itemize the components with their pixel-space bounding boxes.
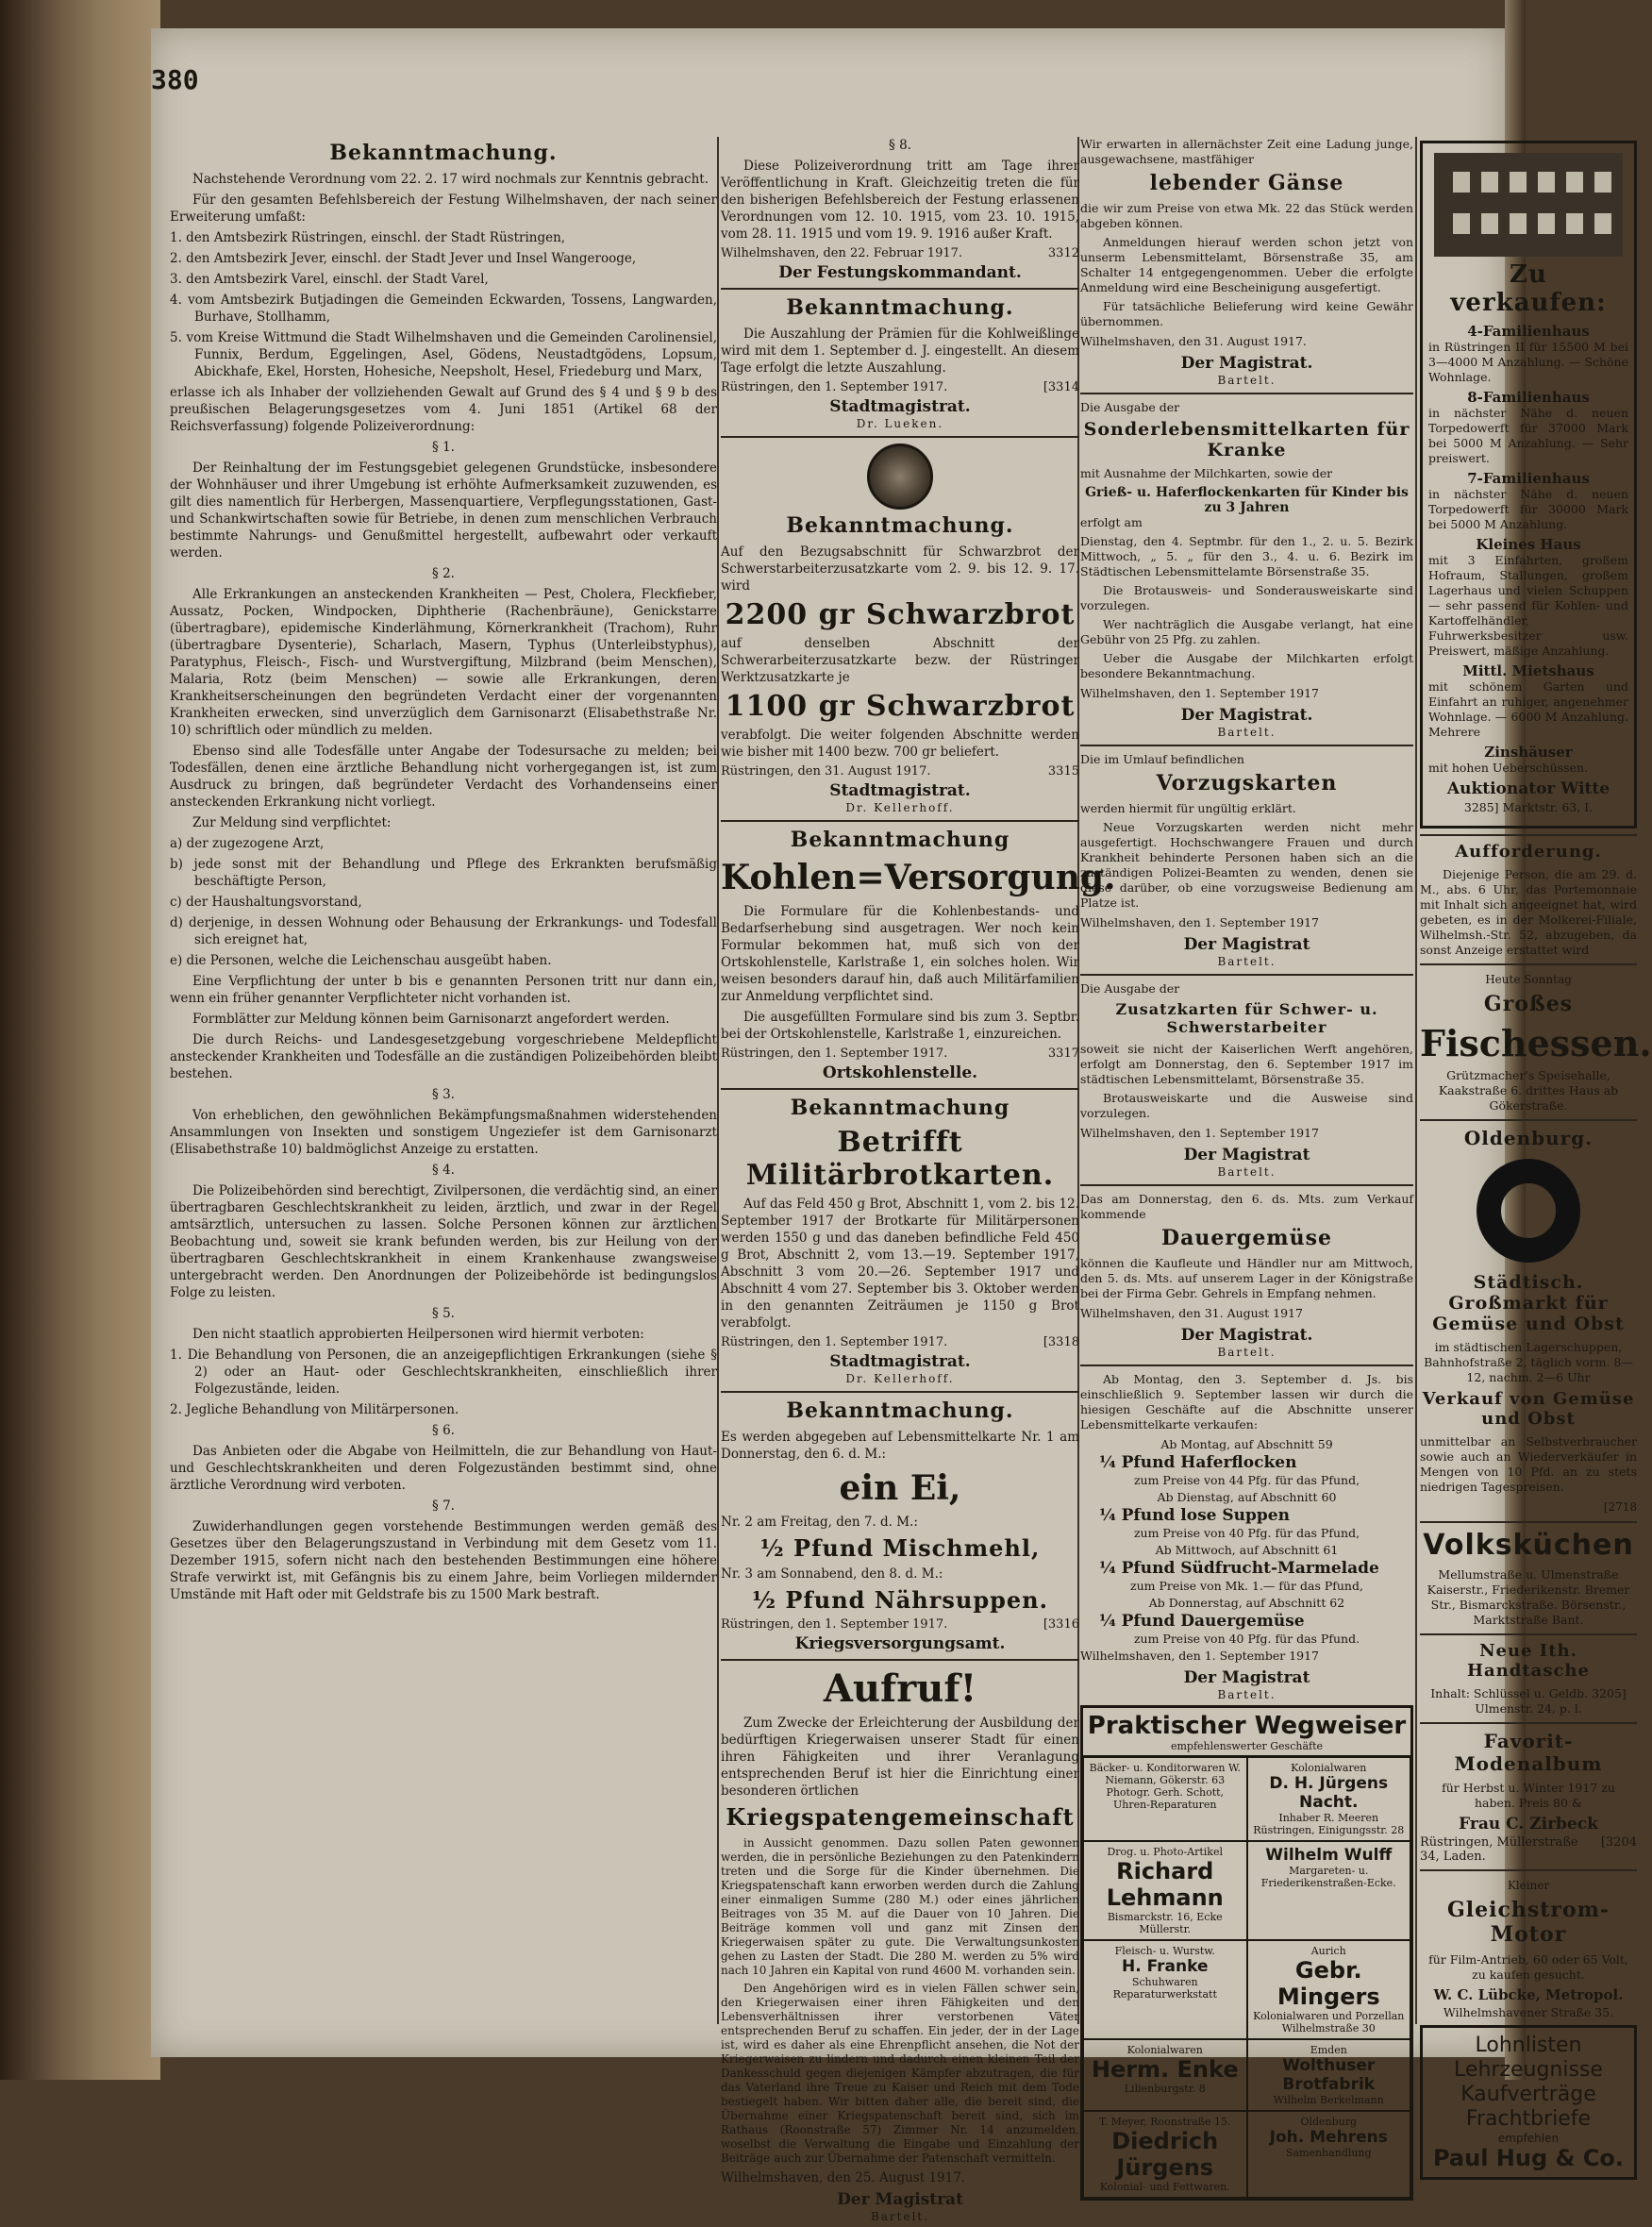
entry-name: H. Franke	[1122, 1957, 1209, 1976]
dateline	[721, 1335, 1079, 1349]
list-item: 4. vom Amtsbezirk Butjadingen die Gemeinden Eckwarden, Tossens, Langwarden, Burhave, Stollhamm,	[170, 293, 717, 325]
listing-text: mit schönem Garten und Einfahrt an ruhiger, angenehmer Wohnlage. — 6000 M Anzahlung. Mehrere	[1428, 679, 1628, 739]
date: Wilhelmshaven, den 1. September 1917	[1080, 686, 1320, 700]
headline: Städtisch. Großmarkt für Gemüse und Obst	[1432, 1272, 1625, 1334]
notice-text: unmittelbar an Selbstverbraucher sowie auch an Wiederverkäufer in Mengen von 10 Pfd. an zu stets niedrigen Tagespreisen.	[1420, 1434, 1637, 1494]
entry-line: Oldenburg	[1300, 2116, 1358, 2128]
item-title: ¼ Pfund Südfrucht-Marmelade	[1099, 1559, 1379, 1578]
entry-line: Aurich	[1310, 1945, 1346, 1957]
headline: Volksküchen	[1423, 1529, 1634, 1562]
headline: 1100 gr Schwarzbrot	[725, 690, 1076, 723]
entry-line: Drog. u. Photo-Artikel	[1107, 1846, 1223, 1858]
notice-text: Zuwiderhandlungen gegen vorstehende Bestimmungen werden gemäß des Gesetzes über den Belagerungszustand in Verbindung mit dem Gesetz vom 11. Dezember 1915, sofern nicht nach den bestehenden Bestimmungen eine höhere Strafe verwirkt ist, mit Gefängnis bis zu einem Jahre, beim Vorliegen mildernder Umstände mit Haft oder mit Geldstrafe bis zu 1500 Mark bestraft.	[170, 1519, 717, 1602]
dateline	[721, 380, 1079, 394]
entry-name: Richard Lehmann	[1106, 1858, 1224, 1911]
divider	[1420, 963, 1637, 965]
list-item	[1080, 1489, 1413, 1542]
notice-text: Die Brotausweis- und Sonderausweiskarte sind vorzulegen.	[1080, 583, 1413, 612]
page-number: 380	[151, 64, 199, 95]
headline: ein Ei,	[839, 1468, 961, 1508]
section-heading: § 6.	[432, 1423, 455, 1438]
signature: Stadtmagistrat.	[829, 781, 971, 800]
list-item: b) jede sonst mit der Behandlung und Pflege des Erkrankten berufsmäßig beschäftigte Person,	[170, 857, 717, 889]
entry-name: Diedrich Jürgens	[1111, 2128, 1219, 2181]
item-price: zum Preise von 40 Pfg. für das Pfund.	[1133, 1632, 1360, 1646]
entry-name: Herm. Enke	[1091, 2056, 1239, 2083]
list-item: 1. den Amtsbezirk Rüstringen, einschl. der Stadt Rüstringen,	[170, 230, 566, 245]
divider	[1080, 1184, 1413, 1186]
notice-text: Der Reinhaltung der im Festungsgebiet gelegenen Grundstücke, insbesondere der Wohnhäuser und ihrer Umgebung ist erhöhte Aufmerksamkeit zuzuwenden, es gilt dies namentlich für Herbergen, Massenquartiere, Verpflegungsstationen, Gast- und Schankwirtschaften sowie für Betriebe, in denen zum menschlichen Verbrauch bestimmte Nahrungs- und Genußmittel hergestellt, aufbewahrt oder verkauft werden.	[170, 460, 717, 561]
directory-entry	[1247, 1757, 1411, 1841]
headline: Neue Ith. Handtasche	[1467, 1641, 1590, 1681]
list-item: c) der Haushaltungsvorstand,	[170, 895, 362, 910]
address: Wilhelmshavener Straße 35.	[1443, 2005, 1614, 2019]
directory-grid	[1083, 1757, 1410, 2198]
directory-entry	[1247, 2111, 1411, 2198]
item-head: Ab Mittwoch, auf Abschnitt 61	[1155, 1543, 1339, 1557]
divider	[721, 1391, 1079, 1393]
divider	[1420, 1521, 1637, 1523]
listing-text: in nächster Nähe d. neuen Torpedowerft für 37000 Mark bei 5000 M Anzahlung. — Sehr preiswert.	[1428, 406, 1628, 465]
notice-title: Bekanntmachung	[790, 1096, 1010, 1120]
ad-number: [2718	[1603, 1500, 1637, 1514]
notice-text: Kleiner	[1507, 1879, 1550, 1892]
signature: Kriegsversorgungsamt.	[794, 1634, 1006, 1653]
directory-subtitle: empfehlenswerter Geschäfte	[1083, 1740, 1410, 1757]
notice-title: Bekanntmachung.	[329, 141, 558, 165]
divider	[1420, 1722, 1637, 1724]
entry-line: Lilienburgstr. 8	[1124, 2083, 1206, 2095]
section-heading: § 4.	[432, 1163, 455, 1178]
notice-text: Nr. 2 am Freitag, den 7. d. M.:	[721, 1515, 918, 1530]
notice-text: Grützmacher's Speisehalle, Kaakstraße 6. drittes Haus ab Gökerstraße.	[1438, 1068, 1619, 1113]
notice-title: Bekanntmachung.	[786, 513, 1014, 538]
headline: Vorzugskarten	[1156, 771, 1338, 795]
directory-entry	[1083, 1940, 1247, 2039]
ad-number: [3204	[1600, 1835, 1637, 1850]
headline: Aufruf!	[823, 1666, 977, 1711]
notice-text: Die im Umlauf befindlichen	[1080, 752, 1244, 766]
product-line: Frachtbriefe	[1465, 2107, 1592, 2131]
entry-line: Kolonialwaren	[1291, 1762, 1367, 1774]
headline: Favorit-Modenalbum	[1454, 1730, 1603, 1775]
signature: Der Magistrat.	[1180, 354, 1313, 373]
notice-text: im städtischen Lagerschuppen, Bahnhofstraße 2, täglich vorm. 8—12, nachm. 2—6 Uhr	[1424, 1340, 1633, 1384]
newspaper-page	[151, 28, 1652, 2223]
headline: Fischessen.	[1420, 1022, 1652, 1064]
headline: Zusatzkarten für Schwer- u. Schwerstarbeiter	[1115, 1000, 1378, 1036]
listing-text: in Rüstringen II für 15500 M bei 3—4000 M Anzahlung. — Schöne Wohnlage.	[1428, 340, 1628, 384]
signature-name: Dr. Kellerhoff.	[845, 1372, 955, 1385]
headline: ½ Pfund Mischmehl,	[759, 1534, 1041, 1562]
signature-name: Bartelt.	[870, 2210, 930, 2223]
notice-text: Die durch Reichs- und Landesgesetzgebung vorgeschriebene Meldepflicht ansteckender Krankheiten und Todesfälle an die zuständigen Polizeibehörden bleibt bestehen.	[170, 1032, 717, 1081]
signature: W. C. Lübcke, Metropol.	[1433, 1986, 1624, 2003]
divider	[721, 820, 1079, 822]
signature: Der Festungskommandant.	[778, 263, 1022, 282]
signature: Frau C. Zirbeck	[1459, 1815, 1598, 1834]
entry-name: Wilhelm Wulff	[1265, 1846, 1393, 1865]
list-item: 5. vom Kreise Wittmund die Stadt Wilhelmshaven und die Gemeinden Carolinensiel, Funnix, Berdum, Eggelingen, Asel, Gödens, Neustadtgödens, Lopsum, Abickhafe, Ekel, Horsten, Hohesiche, Neepsholt, Hesel, Friedeburg und Marx,	[170, 330, 717, 379]
section-heading: § 8.	[889, 138, 911, 153]
headline: 2200 gr Schwarzbrot	[725, 598, 1076, 631]
directory-entry	[1247, 1841, 1411, 1940]
entry-line: Emden	[1310, 2044, 1347, 2056]
item-price: zum Preise von 40 Pfg. für das Pfund,	[1133, 1526, 1360, 1540]
divider	[1080, 1365, 1413, 1366]
column-1	[170, 137, 717, 1607]
signature-name: Bartelt.	[1217, 1165, 1277, 1179]
signature: Auktionator Witte	[1446, 779, 1610, 798]
notice-text: Die Polizeibehörden sind berechtigt, Zivilpersonen, die verdächtig sind, an einer übertragbaren Geschlechtskrankheit zu leiden, ärztlich, und zwar in der Regel amtsärztlich, untersuchen zu lassen. Solche Personen können zur ärztlichen Beobachtung und, soweit sie krank befunden werden, bis zur Heilung von der übertragbaren Geschlechtskrankheit in einem Krankenhause zwangsweise untergebracht werden. Den Anordnungen der Polizeibehörde ist bedingungslos Folge zu leisten.	[170, 1183, 717, 1300]
notice-text: Den Angehörigen wird es in vielen Fällen schwer sein, den Kriegerwaisen einer ihren Fähigkeiten und den Lebensverhältnissen ihrer verstorbenen Väter entsprechenden Beruf zu schaffen. Ein jeder, der in der Lage ist, wird es daher als eine Ehrenpflicht ansehen, die Not der Kriegerwaisen zu lindern und dadurch einen kleinen Teil der Dankesschuld gegen diejenigen Kämpfer abzutragen, die für das Vaterland ihre Treue zu Kaiser und Reich mit dem Tode bestiegelt haben. Wir bitten daher alle, die bereit sind, die Übernahme einer Kriegspatenschaft bereit sind, sich im Rathaus (Roonstraße 57) Zimmer Nr. 14 anzumelden, woselbst die Verwaltung die Eingabe und Einzahlung der Beiträge auch zur Übernahme der Patenschaft vermitteln.	[721, 1982, 1079, 2165]
signature-name: Bartelt.	[1217, 1688, 1277, 1701]
headline: Dauergemüse	[1161, 1226, 1332, 1250]
notice-text: Diejenige Person, die am 29. d. M., abs. 6 Uhr, das Portemonnaie mit Inhalt sich angeeignet hat, wird gebeten, es in der Molkerei-Filiale, Wilhelmsh.-Str. 52, abzugeben, da sonst Anzeige erstattet wird	[1420, 867, 1637, 957]
notice-text: Diese Polizeiverordnung tritt am Tage ihrer Veröffentlichung in Kraft. Gleichzeitig treten die für den bisherigen Befehlsbereich der Festung erlassenen Verordnungen vom 12. 10. 1915, vom 23. 10. 1915, vom 28. 11. 1915 und vom 19. 9. 1916 außer Kraft.	[721, 159, 1079, 242]
ad-number: [3314	[1043, 380, 1079, 394]
list-item	[1080, 1595, 1413, 1648]
headline: Betrifft Militärbrotkarten.	[745, 1126, 1055, 1192]
listing-title: 8-Familienhaus	[1467, 389, 1590, 406]
notice-title: Bekanntmachung.	[786, 295, 1014, 320]
item-price: zum Preise von 44 Pfg. für das Pfund,	[1133, 1473, 1360, 1487]
list-item: d) derjenige, in dessen Wohnung oder Behausung der Erkrankungs- und Todesfall sich ereignet hat,	[170, 915, 717, 947]
entry-line: Inhaber R. Meeren Rüstringen, Einigungsstr. 28	[1253, 1812, 1405, 1836]
headline: Zu verkaufen:	[1450, 260, 1607, 317]
item-head: Ab Dienstag, auf Abschnitt 60	[1157, 1490, 1337, 1504]
signature: Der Magistrat	[1183, 1146, 1310, 1164]
notice-text: erlasse ich als Inhaber der vollziehenden Gewalt auf Grund des § 4 und § 9 b des preußischen Belagerungsgesetzes vom 4. Juni 1851 (Artikel 68 der Reichsverfassung) folgende Polizeiverordnung:	[170, 385, 717, 434]
listing-title: 4-Familienhaus	[1467, 323, 1590, 340]
notice-text: die wir zum Preise von etwa Mk. 22 das Stück werden abgeben können.	[1080, 201, 1413, 230]
signature: Der Magistrat	[1183, 1668, 1310, 1687]
date: Rüstringen, den 31. August 1917.	[721, 764, 931, 779]
entry-line: Kolonial- und Fettwaren.	[1099, 2181, 1230, 2193]
column-3	[1080, 137, 1413, 2201]
district-list	[170, 229, 717, 380]
item-head: Ab Donnerstag, auf Abschnitt 62	[1148, 1596, 1345, 1610]
listing-title: Mittl. Mietshaus	[1462, 662, 1594, 679]
entry-line: Kolonialwaren	[1126, 2044, 1203, 2056]
dateline	[1420, 1835, 1637, 1864]
divider	[1080, 745, 1413, 746]
entry-line: Bäcker- u. Konditorwaren W. Niemann, Gökerstr. 63	[1089, 1762, 1241, 1786]
date: Wilhelmshaven, den 31. August 1917.	[1080, 334, 1307, 348]
notice-text: Die Ausgabe der	[1080, 400, 1180, 414]
notice-text: soweit sie nicht der Kaiserlichen Werft angehören, erfolgt am Donnerstag, den 6. September 1917 im städtischen Lebensmittelamt, Börsenstraße 35.	[1080, 1042, 1413, 1086]
notice-text: Zur Meldung sind verpflichtet:	[192, 815, 392, 830]
entry-name: Gebr. Mingers	[1277, 1957, 1380, 2010]
notice-text: Die ausgefüllten Formulare sind bis zum 3. Septbr. bei der Ortskohlenstelle, Karlstraße 1, einzureichen.	[721, 1010, 1079, 1042]
signature: Der Magistrat	[1183, 935, 1310, 954]
item-title: ¼ Pfund lose Suppen	[1099, 1506, 1290, 1525]
entry-line: Margareten- u. Friederikenstraßen-Ecke.	[1260, 1865, 1396, 1889]
entry-line: Samenhandlung	[1285, 2147, 1372, 2159]
divider	[1080, 393, 1413, 394]
entry-name: D. H. Jürgens Nacht.	[1269, 1774, 1389, 1812]
notice-text: Für tatsächliche Belieferung wird keine Gewähr übernommen.	[1080, 299, 1413, 328]
date: Wilhelmshaven, den 22. Februar 1917.	[721, 246, 963, 260]
directory-entry	[1083, 2039, 1247, 2111]
headline: lebender Gänse	[1149, 171, 1344, 195]
date: Wilhelmshaven, den 25. August 1917.	[721, 2170, 966, 2185]
notice-text: Wer nachträglich die Ausgabe verlangt, hat eine Gebühr von 25 Pfg. zu zahlen.	[1080, 617, 1413, 646]
notice-text: Alle Erkrankungen an ansteckenden Krankheiten — Pest, Cholera, Fleckfieber, Aussatz, Pocken, Windpocken, Diphtherie (Rachenbräune), Genickstarre (übertragbare), epidemische Kinderlähmung, Körnerkrankheit (Trachom), Ruhr (übertragbare Dysenterie), Scharlach, Masern, Typhus (Unterleibstyphus), Paratyphus, Fleisch-, Fisch- und Wurstvergiftung, Milzbrand (beim Menschen), Malaria, Rotz (beim Menschen) — sowie alle Erkrankungen, deren Krankheitserscheinungen den begründeten Verdacht einer der vorgenannten Krankheiten erwecken, sind unverzüglich dem Garnisonarzt (Elisabethstraße Nr. 10) schriftlich oder mündlich zu melden.	[170, 587, 717, 738]
signature: Der Magistrat.	[1180, 706, 1313, 725]
house-icon	[1434, 153, 1623, 257]
notice-text: Ab Montag, den 3. September d. Js. bis einschließlich 9. September lassen wir durch die hiesigen Geschäfte auf die Abschnitte unserer Lebensmittelkarte verkaufen:	[1080, 1372, 1413, 1432]
directory-entry	[1083, 1757, 1247, 1841]
business-directory	[1080, 1705, 1413, 2201]
notice-text: Es werden abgegeben auf Lebensmittelkarte Nr. 1 am Donnerstag, den 6. d. M.:	[721, 1430, 1079, 1462]
divider	[721, 1088, 1079, 1090]
notice-text: Zum Zwecke der Erleichterung der Ausbildung der bedürftigen Kriegerwaisen unserer Stadt für einen ihren Fähigkeiten und ihrer Veranlagung entsprechenden Beruf ist hier die Einrichtung einer besonderen örtlichen	[721, 1716, 1079, 1799]
headline: ½ Pfund Nährsuppen.	[752, 1586, 1048, 1614]
listing-text: in nächster Nähe d. neuen Torpedowerft für 30000 Mark bei 5000 M Anzahlung.	[1428, 487, 1628, 531]
signature-name: Bartelt.	[1217, 726, 1277, 739]
column-4	[1420, 137, 1652, 2184]
section-heading: § 2.	[432, 566, 455, 581]
item-title: ¼ Pfund Haferflocken	[1099, 1453, 1297, 1472]
signature-name: Bartelt.	[1217, 1346, 1277, 1359]
listing-title: Kleines Haus	[1476, 536, 1581, 553]
date: Wilhelmshaven, den 31. August 1917	[1080, 1306, 1303, 1320]
signature: Der Magistrat	[837, 2190, 963, 2209]
list-item	[1080, 1436, 1413, 1489]
list-item: a) der zugezogene Arzt,	[170, 836, 325, 851]
section-heading: § 7.	[432, 1499, 455, 1514]
notice-text: Den nicht staatlich approbierten Heilpersonen wird hiermit verboten:	[192, 1327, 644, 1342]
product-line: Lehrzeugnisse	[1454, 2058, 1603, 2082]
date: Wilhelmshaven, den 1. September 1917	[1080, 1126, 1320, 1140]
ring-emblem-icon	[1477, 1159, 1580, 1263]
notice-title: Bekanntmachung.	[786, 1398, 1014, 1423]
directory-entry	[1083, 2111, 1247, 2198]
list-item: 2. Jegliche Behandlung von Militärpersonen.	[170, 1402, 459, 1417]
entry-line: Schuhwaren Reparaturwerkstatt	[1112, 1976, 1217, 2001]
notice-text: Eine Verpflichtung der unter b bis e genannten Personen tritt nur dann ein, wenn ein früher genannter Verpflichteter nicht vorhanden ist.	[170, 974, 717, 1006]
entry-line: Photogr. Gerh. Schott, Uhren-Reparaturen	[1106, 1786, 1225, 1811]
entry-line: Wilhelm Berkelmann	[1273, 2094, 1384, 2106]
date: Wilhelmshaven, den 1. September 1917	[1080, 1649, 1320, 1663]
book-binding	[0, 0, 160, 2080]
signature-name: Dr. Kellerhoff.	[845, 801, 955, 814]
address: 3285] Marktstr. 63, I.	[1463, 800, 1594, 814]
headline: Gleichstrom-Motor	[1446, 1898, 1610, 1947]
directory-entry	[1247, 1940, 1411, 2039]
notice-text: für Film-Antrieb, 60 oder 65 Volt, zu kaufen gesucht.	[1428, 1952, 1628, 1982]
notice-text: empfehlen	[1497, 2132, 1560, 2145]
dateline	[721, 764, 1079, 779]
listing-text: mit hohen Ueberschüssen.	[1428, 761, 1588, 775]
signature-name: Dr. Lueken.	[856, 417, 944, 430]
ad-number: 3315	[1047, 764, 1079, 779]
directory-title: Praktischer Wegweiser	[1087, 1712, 1407, 1740]
entry-line: Bismarckstr. 16, Ecke Müllerstr.	[1107, 1911, 1223, 1935]
headline: Kriegspatengemeinschaft	[726, 1803, 1075, 1831]
notice-text: Auf den Bezugsabschnitt für Schwarzbrot der Schwerstarbeiterzusatzkarte vom 2. 9. bis 12. 9. 17. wird	[721, 544, 1079, 594]
notice-text: Auf das Feld 450 g Brot, Abschnitt 1, vom 2. bis 12. September 1917 der Brotkarte für Militärpersonen werden 1550 g und das daneben befindliche Feld 450 g Brot, Abschnitt 2, vom 13.—19. September 1917, Abschnitt 3 vom 20.—26. September 1917 und Abschnitt 4 vom 27. September bis 3. Oktober werden in den genannten Zeiträumen je 1150 g Brot verabfolgt.	[721, 1197, 1079, 1331]
notice-text: Dienstag, den 4. Septmbr. für den 1., 2. u. 5. Bezirk Mittwoch, „ 5. „ für den 3., 4. u. 6. Bezirk im Städtischen Lebensmittelamte Börsenstraße 35.	[1080, 534, 1413, 578]
signature: Der Magistrat.	[1180, 1326, 1313, 1345]
notice-title: Aufforderung.	[1455, 842, 1602, 862]
notice-text: Das Anbieten oder die Abgabe von Heilmitteln, die zur Behandlung von Haut- und Geschlechtskrankheiten und deren Folgezuständen bestimmt sind, ohne ärztliche Verordnung wird verboten.	[170, 1444, 717, 1493]
section-heading: § 1.	[432, 440, 455, 455]
notice-text: Brotausweiskarte und die Ausweise sind vorzulegen.	[1080, 1091, 1413, 1120]
headline: Oldenburg.	[1463, 1127, 1594, 1149]
headline: Sonderlebensmittelkarten für Kranke	[1083, 419, 1410, 460]
notice-text: Das am Donnerstag, den 6. ds. Mts. zum Verkauf kommende	[1080, 1192, 1413, 1221]
section-heading: § 5.	[432, 1306, 455, 1321]
listing-title: 7-Familienhaus	[1467, 470, 1590, 487]
divider	[1080, 974, 1413, 976]
entry-line: Kolonialwaren und Porzellan Wilhelmstraße 30	[1253, 2010, 1405, 2034]
listing-text: mit 3 Einfahrten, großem Hofraum, Stallungen, großem Lagerhaus und vielen Schuppen — sehr passend für Kohlen- und Kartoffelhändler, Fuhrwerksbesitzer usw. Preiswert, mäßige Anzahlung.	[1428, 553, 1628, 658]
date: Rüstringen, den 1. September 1917.	[721, 1617, 948, 1632]
dateline	[721, 1617, 1079, 1632]
date: Rüstringen, den 1. September 1917.	[721, 380, 948, 394]
notice-text: Nachstehende Verordnung vom 22. 2. 17 wird nochmals zur Kenntnis gebracht.	[192, 172, 709, 187]
divider	[721, 436, 1079, 438]
ad-number: [3316	[1043, 1617, 1079, 1632]
column-rule	[1415, 137, 1417, 2024]
headline: Großes	[1483, 992, 1574, 1016]
notice-text: Ueber die Ausgabe der Milchkarten erfolgt besondere Bekanntmachung.	[1080, 651, 1413, 680]
signature-name: Bartelt.	[1217, 374, 1277, 387]
entry-line: Fleisch- u. Wurstw.	[1114, 1945, 1215, 1957]
column-rule	[717, 137, 719, 2024]
notice-text: erfolgt am	[1080, 515, 1143, 529]
list-item: 2. den Amtsbezirk Jever, einschl. der Stadt Jever und Insel Wangerooge,	[170, 251, 637, 266]
directory-entry	[1083, 1841, 1247, 1940]
ad-number: 3312	[1047, 246, 1079, 260]
notice-text: werden hiermit für ungültig erklärt.	[1080, 801, 1296, 815]
product-line: Lohnlisten	[1475, 2034, 1582, 2057]
headline: Grieß- u. Haferflockenkarten für Kinder bis zu 3 Jahren	[1085, 485, 1409, 515]
divider	[1420, 1869, 1637, 1871]
date: Rüstringen, den 1. September 1917.	[721, 1335, 948, 1349]
list-item: 1. Die Behandlung von Personen, die an anzeigepflichtigen Erkrankungen (siehe § 2) oder an Haut- oder Geschlechtskrankheiten, einschließlich ihrer Folgezustände, leiden.	[170, 1348, 717, 1397]
notice-text: Formblätter zur Meldung können beim Garnisonarzt angefordert werden.	[192, 1012, 670, 1027]
item-title: ¼ Pfund Dauergemüse	[1099, 1612, 1305, 1631]
divider	[1420, 1633, 1637, 1635]
notice-text: für Herbst u. Winter 1917 zu haben. Preis 80 &	[1442, 1781, 1615, 1810]
headline: Kohlen=Versorgung.	[721, 858, 1116, 897]
directory-entry	[1247, 2039, 1411, 2111]
dateline	[721, 1047, 1079, 1061]
notice-text: Anmeldungen hierauf werden schon jetzt von unserm Lebensmittelamt, Börsenstraße 35, am Schalter 14 entgegengenommen. Ueber die erfolgte Anmeldung wird eine Bescheinigung ausgefertigt.	[1080, 235, 1413, 294]
item-price: zum Preise von Mk. 1.— für das Pfund,	[1130, 1579, 1363, 1593]
date: Rüstringen, den 1. September 1917.	[721, 1047, 948, 1061]
headline: Verkauf von Gemüse und Obst	[1422, 1389, 1635, 1429]
company-name: Paul Hug & Co.	[1432, 2145, 1625, 2171]
entry-line: T. Meyer, Roonstraße 15.	[1098, 2116, 1231, 2128]
ad-number: 3317	[1047, 1047, 1079, 1061]
notice-text: Die Formulare für die Kohlenbestands- und Bedarfserhebung sind ausgetragen. Wer noch kein Formular bekommen hat, muß sich von der Ortskohlenstelle, Karlstraße 1, ein solches holen. Wir weisen besonders darauf hin, daß auch Militärfamilien zur Anmeldung verpflichtet sind.	[721, 904, 1079, 1004]
ad-number: [3318	[1043, 1335, 1079, 1349]
list-item	[1080, 1542, 1413, 1595]
list-item: 3. den Amtsbezirk Varel, einschl. der Stadt Varel,	[170, 272, 489, 287]
divider	[721, 1659, 1079, 1661]
signature: Ortskohlenstelle.	[822, 1063, 978, 1082]
notice-text: können die Kaufleute und Händler nur am Mittwoch, den 5. ds. Mts. auf unserem Lager in der Königstraße bei der Firma Gebr. Gehrels in Empfang nehmen.	[1080, 1256, 1413, 1300]
notice-text: Die Ausgabe der	[1080, 981, 1180, 996]
notice-title: Bekanntmachung	[790, 828, 1010, 852]
notice-text: Für den gesamten Befehlsbereich der Festung Wilhelmshaven, der nach seiner Erweiterung umfaßt:	[170, 193, 717, 225]
entry-name: Joh. Mehrens	[1269, 2128, 1388, 2147]
printer-ad	[1420, 2025, 1637, 2180]
date: Wilhelmshaven, den 1. September 1917	[1080, 915, 1320, 929]
signature-name: Bartelt.	[1217, 955, 1277, 968]
listing-title: Zinshäuser	[1484, 744, 1573, 761]
signature: Stadtmagistrat.	[829, 397, 971, 416]
notice-text: Von erheblichen, den gewöhnlichen Bekämpfungsmaßnahmen widerstehenden Ansammlungen von Insekten und sonstigem Ungeziefer ist dem Garnisonarzt (Elisabethstraße 10) baldmöglichst Anzeige zu erstatten.	[170, 1108, 717, 1157]
divider	[1420, 834, 1637, 836]
city-seal-icon	[867, 444, 933, 510]
notice-text: Ebenso sind alle Todesfälle unter Angabe der Todesursache zu melden; bei Todesfällen, denen eine ärztliche Behandlung nicht vorhergegangen ist, ist zum Ausdruck zu bringen, daß begründeter Verdacht des Vorhandenseins einer ansteckenden Erkrankung nicht vorliegt.	[170, 744, 717, 810]
item-head: Ab Montag, auf Abschnitt 59	[1160, 1437, 1333, 1451]
section-heading: § 3.	[432, 1087, 455, 1102]
signature: Stadtmagistrat.	[829, 1352, 971, 1371]
divider	[721, 288, 1079, 290]
notice-text: Neue Vorzugskarten werden nicht mehr ausgefertigt. Hochschwangere Frauen und durch Krankheit behinderte Personen haben sich an die zuständigen Polizei-Beamten zu wenden, denen sie diese darüber, ob eine vorzugsweise Bedienung am Platze ist.	[1080, 820, 1413, 910]
notice-text: in Aussicht genommen. Dazu sollen Paten gewonnen werden, die in persönliche Beziehungen zu den Patenkindern treten und die Sorge für die Kinder übernehmen. Die Kriegspatenschaft kann erworben werden durch die Zahlung einer einmaligen Summe (280 M.) oder eines jährlichen Beitrages von 35 M. auf die Dauer von 10 Jahren. Die Beiträge kommen voll und ganz mit Zinsen den Kriegerwaisen später zu gute. Die Verwaltungsunkosten gehen zu Lasten der Stadt. Die 280 M. werden zu 5% wird nach 10 Jahren ein Kapital von rund 4600 M. vorhanden sein.	[721, 1836, 1079, 1977]
notice-text: Mellumstraße u. Ulmenstraße Kaiserstr., Friederikenstr. Bremer Str., Bismarckstraße. Börsenstr., Marktstraße Bant.	[1427, 1567, 1630, 1627]
notice-text: mit Ausnahme der Milchkarten, sowie der	[1080, 466, 1333, 480]
entry-name: Wolthuser Brotfabrik	[1282, 2056, 1376, 2094]
list-item: e) die Personen, welche die Leichenschau ausgeübt haben.	[170, 953, 552, 968]
real-estate-ad	[1420, 141, 1637, 829]
notice-text: Wir erwarten in allernächster Zeit eine Ladung junge, ausgewachsene, mastfähiger	[1080, 137, 1413, 166]
notice-text: Inhalt: Schlüssel u. Geldb. 3205] Ulmenstr. 24, p. l.	[1430, 1686, 1627, 1716]
notice-text: auf denselben Abschnitt der Schwerarbeiterzusatzkarte bezw. der Rüstringer Werktzusatzkarte je	[721, 636, 1079, 685]
divider	[1420, 1119, 1637, 1121]
address: Rüstringen, Müllerstraße 34, Laden.	[1420, 1835, 1578, 1864]
product-line: Kaufverträge	[1460, 2083, 1596, 2106]
notice-text: verabfolgt. Die weiter folgenden Abschnitte werden wie bisher mit 1400 bezw. 700 gr beliefert.	[721, 728, 1079, 760]
notice-text: Heute Sonntag	[1485, 973, 1572, 986]
dateline	[721, 246, 1079, 260]
notice-text: Nr. 3 am Sonnabend, den 8. d. M.:	[721, 1566, 943, 1582]
notice-text: Die Auszahlung der Prämien für die Kohlweißlinge wird mit dem 1. September d. J. eingestellt. An diesem Tage erfolgt die letzte Auszahlung.	[721, 327, 1079, 376]
